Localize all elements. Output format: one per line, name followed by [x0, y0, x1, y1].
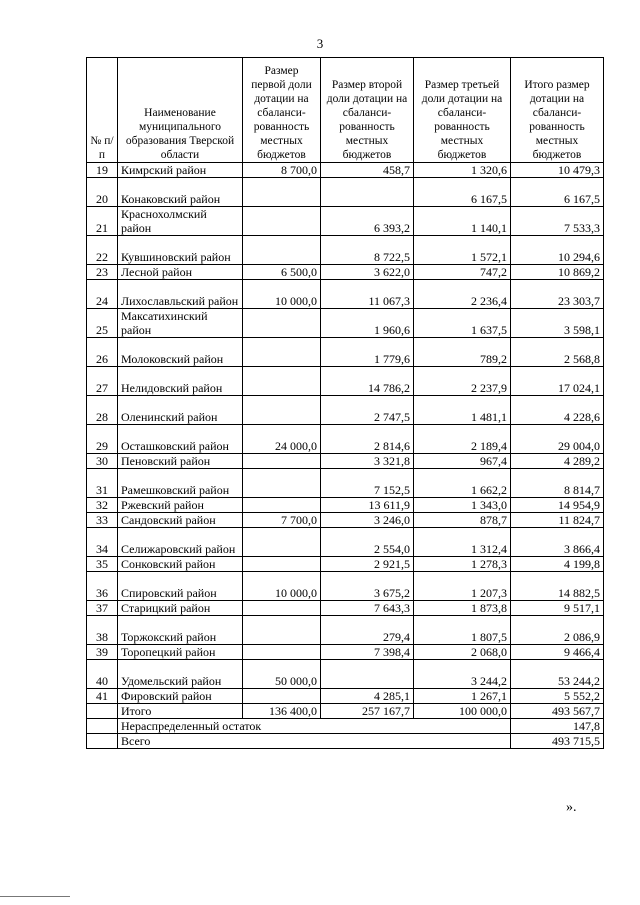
row-total: 5 552,2	[511, 689, 604, 704]
row-name: Старицкий район	[118, 601, 243, 616]
row-first-share: 7 700,0	[243, 513, 321, 528]
row-third-share: 1 343,0	[414, 498, 511, 513]
row-third-share: 789,2	[414, 338, 511, 367]
itogo-second: 257 167,7	[321, 704, 414, 719]
row-first-share	[243, 528, 321, 557]
unallocated-label: Нераспределенный остаток	[118, 719, 511, 734]
table-row	[87, 396, 604, 425]
row-name: Спировский район	[118, 572, 243, 601]
row-total: 53 244,2	[511, 660, 604, 689]
row-name: Кувшиновский район	[118, 236, 243, 265]
row-second-share: 3 622,0	[321, 265, 414, 280]
table-row	[87, 178, 604, 207]
table-row	[87, 528, 604, 557]
row-third-share: 2 236,4	[414, 280, 511, 309]
row-first-share: 6 500,0	[243, 265, 321, 280]
table-row	[87, 616, 604, 645]
row-first-share	[243, 469, 321, 498]
row-second-share: 2 554,0	[321, 528, 414, 557]
row-third-share: 2 068,0	[414, 645, 511, 660]
row-number: 25	[87, 309, 118, 338]
table-row	[87, 207, 604, 236]
subsidy-table	[86, 57, 604, 749]
row-second-share: 13 611,9	[321, 498, 414, 513]
table-row	[87, 498, 604, 513]
row-name: Нелидовский район	[118, 367, 243, 396]
row-second-share	[321, 660, 414, 689]
row-first-share	[243, 367, 321, 396]
closing-quote-mark: ».	[566, 800, 577, 815]
row-number: 38	[87, 616, 118, 645]
row-first-share	[243, 338, 321, 367]
row-second-share: 7 152,5	[321, 469, 414, 498]
row-total: 6 167,5	[511, 178, 604, 207]
row-first-share: 10 000,0	[243, 280, 321, 309]
row-first-share	[243, 601, 321, 616]
row-second-share: 279,4	[321, 616, 414, 645]
row-first-share	[243, 616, 321, 645]
table-row	[87, 425, 604, 454]
table-row	[87, 469, 604, 498]
row-name: Торопецкий район	[118, 645, 243, 660]
row-first-share	[243, 207, 321, 236]
row-number: 22	[87, 236, 118, 265]
row-third-share: 1 267,1	[414, 689, 511, 704]
table-row	[87, 601, 604, 616]
row-second-share: 3 675,2	[321, 572, 414, 601]
row-second-share: 6 393,2	[321, 207, 414, 236]
row-name: Торжокский район	[118, 616, 243, 645]
row-number: 41	[87, 689, 118, 704]
row-total: 3 866,4	[511, 528, 604, 557]
itogo-num-cell	[87, 704, 118, 719]
row-total: 17 024,1	[511, 367, 604, 396]
row-name: Рамешковский район	[118, 469, 243, 498]
row-third-share: 1 140,1	[414, 207, 511, 236]
itogo-row	[87, 704, 604, 719]
row-first-share	[243, 309, 321, 338]
row-name: Сандовский район	[118, 513, 243, 528]
row-total: 14 882,5	[511, 572, 604, 601]
row-number: 31	[87, 469, 118, 498]
row-second-share: 2 814,6	[321, 425, 414, 454]
row-second-share: 3 321,8	[321, 454, 414, 469]
row-first-share: 50 000,0	[243, 660, 321, 689]
row-first-share: 8 700,0	[243, 163, 321, 178]
table-row	[87, 309, 604, 338]
row-name: Конаковский район	[118, 178, 243, 207]
row-total: 10 479,3	[511, 163, 604, 178]
row-first-share	[243, 396, 321, 425]
vsego-total: 493 715,5	[511, 734, 604, 749]
table-row	[87, 236, 604, 265]
vsego-row	[87, 734, 604, 749]
header-first-share: Размер первой доли дотации на сбаланси-рованность местных бюджетов	[243, 58, 321, 163]
row-name: Удомельский район	[118, 660, 243, 689]
row-number: 23	[87, 265, 118, 280]
row-second-share: 11 067,3	[321, 280, 414, 309]
row-second-share: 3 246,0	[321, 513, 414, 528]
row-number: 28	[87, 396, 118, 425]
row-total: 9 466,4	[511, 645, 604, 660]
row-second-share: 7 398,4	[321, 645, 414, 660]
row-third-share: 2 237,9	[414, 367, 511, 396]
row-first-share	[243, 498, 321, 513]
row-second-share	[321, 178, 414, 207]
row-third-share: 747,2	[414, 265, 511, 280]
table-row	[87, 367, 604, 396]
table-row	[87, 280, 604, 309]
row-name: Лихославльский район	[118, 280, 243, 309]
row-name: Сонковский район	[118, 557, 243, 572]
row-second-share: 2 921,5	[321, 557, 414, 572]
footer-rule	[0, 896, 70, 897]
header-second-share: Размер второй доли дотации на сбаланси-рованность местных бюджетов	[321, 58, 414, 163]
vsego-num-cell	[87, 734, 118, 749]
itogo-first: 136 400,0	[243, 704, 321, 719]
row-total: 4 199,8	[511, 557, 604, 572]
row-total: 29 004,0	[511, 425, 604, 454]
row-third-share: 1 320,6	[414, 163, 511, 178]
row-third-share: 1 637,5	[414, 309, 511, 338]
row-second-share: 7 643,3	[321, 601, 414, 616]
table-header-row	[87, 58, 604, 163]
row-total: 7 533,3	[511, 207, 604, 236]
row-second-share: 1 960,6	[321, 309, 414, 338]
row-third-share: 1 207,3	[414, 572, 511, 601]
row-name: Пеновский район	[118, 454, 243, 469]
row-name: Оленинский район	[118, 396, 243, 425]
row-number: 37	[87, 601, 118, 616]
row-third-share: 2 189,4	[414, 425, 511, 454]
table-row	[87, 513, 604, 528]
itogo-third: 100 000,0	[414, 704, 511, 719]
row-third-share: 1 662,2	[414, 469, 511, 498]
row-total: 23 303,7	[511, 280, 604, 309]
row-total: 11 824,7	[511, 513, 604, 528]
row-name: Ржевский район	[118, 498, 243, 513]
row-third-share: 1 873,8	[414, 601, 511, 616]
header-name: Наименование муниципального образования Тверской области	[118, 58, 243, 163]
row-number: 29	[87, 425, 118, 454]
row-number: 26	[87, 338, 118, 367]
row-total: 3 598,1	[511, 309, 604, 338]
table-row	[87, 645, 604, 660]
row-name: Селижаровский район	[118, 528, 243, 557]
table-row	[87, 454, 604, 469]
row-number: 36	[87, 572, 118, 601]
row-number: 27	[87, 367, 118, 396]
unallocated-num-cell	[87, 719, 118, 734]
row-third-share: 1 481,1	[414, 396, 511, 425]
row-total: 10 869,2	[511, 265, 604, 280]
row-third-share: 1 278,3	[414, 557, 511, 572]
table-row	[87, 557, 604, 572]
row-total: 8 814,7	[511, 469, 604, 498]
row-number: 34	[87, 528, 118, 557]
row-second-share: 458,7	[321, 163, 414, 178]
table-body	[87, 163, 604, 704]
row-third-share: 1 312,4	[414, 528, 511, 557]
row-first-share	[243, 557, 321, 572]
table-row	[87, 689, 604, 704]
row-total: 2 086,9	[511, 616, 604, 645]
row-third-share: 878,7	[414, 513, 511, 528]
row-name: Молоковский район	[118, 338, 243, 367]
row-second-share: 8 722,5	[321, 236, 414, 265]
table-row	[87, 338, 604, 367]
row-second-share: 4 285,1	[321, 689, 414, 704]
unallocated-row	[87, 719, 604, 734]
row-number: 33	[87, 513, 118, 528]
header-total: Итого размер дотации на сбаланси-рованность местных бюджетов	[511, 58, 604, 163]
row-first-share	[243, 178, 321, 207]
row-second-share: 14 786,2	[321, 367, 414, 396]
vsego-label: Всего	[118, 734, 511, 749]
table-row	[87, 163, 604, 178]
header-third-share: Размер третьей доли дотации на сбаланси-рованность местных бюджетов	[414, 58, 511, 163]
row-number: 40	[87, 660, 118, 689]
row-name: Кимрский район	[118, 163, 243, 178]
row-name: Фировский район	[118, 689, 243, 704]
row-total: 9 517,1	[511, 601, 604, 616]
table-row	[87, 660, 604, 689]
row-total: 2 568,8	[511, 338, 604, 367]
row-name: Осташковский район	[118, 425, 243, 454]
row-total: 14 954,9	[511, 498, 604, 513]
header-num: № п/п	[87, 58, 118, 163]
row-name: Лесной район	[118, 265, 243, 280]
row-second-share: 2 747,5	[321, 396, 414, 425]
row-number: 21	[87, 207, 118, 236]
row-third-share: 6 167,5	[414, 178, 511, 207]
row-number: 39	[87, 645, 118, 660]
row-total: 4 228,6	[511, 396, 604, 425]
row-first-share: 10 000,0	[243, 572, 321, 601]
row-third-share: 3 244,2	[414, 660, 511, 689]
unallocated-total: 147,8	[511, 719, 604, 734]
table-row	[87, 572, 604, 601]
row-name: Краснохолмский район	[118, 207, 243, 236]
row-first-share	[243, 689, 321, 704]
row-second-share: 1 779,6	[321, 338, 414, 367]
row-total: 4 289,2	[511, 454, 604, 469]
row-first-share: 24 000,0	[243, 425, 321, 454]
row-number: 24	[87, 280, 118, 309]
row-number: 32	[87, 498, 118, 513]
row-number: 19	[87, 163, 118, 178]
row-third-share: 1 807,5	[414, 616, 511, 645]
row-first-share	[243, 454, 321, 469]
row-name: Максатихинский район	[118, 309, 243, 338]
row-third-share: 967,4	[414, 454, 511, 469]
row-number: 35	[87, 557, 118, 572]
row-number: 30	[87, 454, 118, 469]
page-number: 3	[316, 36, 324, 51]
row-first-share	[243, 645, 321, 660]
row-total: 10 294,6	[511, 236, 604, 265]
row-number: 20	[87, 178, 118, 207]
row-first-share	[243, 236, 321, 265]
itogo-label: Итого	[118, 704, 243, 719]
row-third-share: 1 572,1	[414, 236, 511, 265]
itogo-total: 493 567,7	[511, 704, 604, 719]
table-row	[87, 265, 604, 280]
